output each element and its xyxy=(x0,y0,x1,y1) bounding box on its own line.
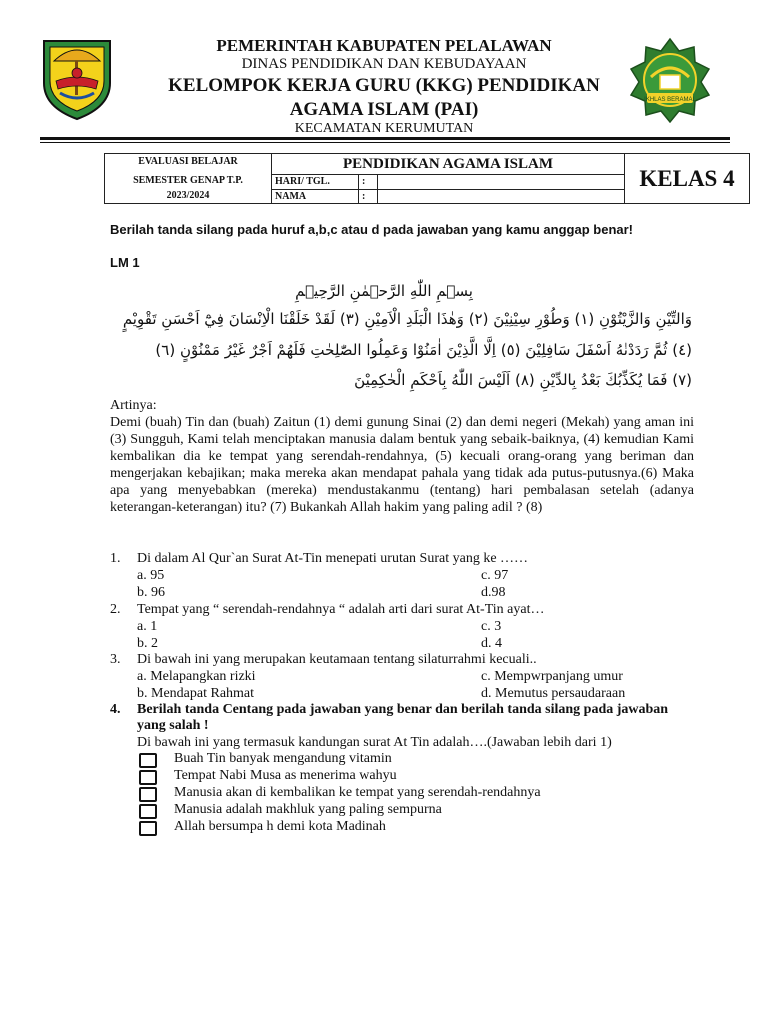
option-b[interactable]: b. 96 xyxy=(137,585,165,600)
header-organization-line1: KELOMPOK KERJA GURU (KKG) PENDIDIKAN xyxy=(168,75,600,96)
header-divider-thick xyxy=(40,137,730,140)
class-label: KELAS 4 xyxy=(625,154,750,204)
question-text: Di bawah ini yang merupakan keutamaan tentang silaturrahmi kecuali.. xyxy=(137,652,537,667)
question-number: 1. xyxy=(110,551,121,566)
header-organization xyxy=(0,74,768,122)
date-field[interactable] xyxy=(378,175,625,189)
header-divider-thin xyxy=(40,142,730,143)
header-district: KECAMATAN KERUMUTAN xyxy=(294,121,474,136)
arabic-verse-line-3: (٧) فَمَا يُكَذِّبُكَ بَعْدُ بِالدِّيْنِ (٨) اَلَيْسَ اللّٰهُ بِاَحْكَمِ الْحٰكِمِيْنَ xyxy=(354,371,692,389)
answer-choice-4: Manusia adalah makhluk yang paling sempurna xyxy=(174,802,442,817)
option-c[interactable]: c. Mempwrpanjang umur xyxy=(481,669,623,684)
answer-checkbox-4[interactable] xyxy=(139,804,157,819)
option-b[interactable]: b. Mendapat Rahmat xyxy=(137,686,255,701)
option-a[interactable]: a. Melapangkan rizki xyxy=(137,669,256,684)
answer-choice-5: Allah bersumpa h demi kota Madinah xyxy=(174,819,386,834)
answer-checkbox-3[interactable] xyxy=(139,787,157,802)
lm-label: LM 1 xyxy=(110,255,140,270)
question-number: 3. xyxy=(110,652,121,667)
header-government: PEMERINTAH KABUPATEN PELALAWAN xyxy=(216,36,552,55)
question-text: Tempat yang “ serendah-rendahnya “ adalah arti dari surat At-Tin ayat… xyxy=(137,602,545,617)
evaluation-label-cell xyxy=(105,154,272,204)
question-text: Di bawah ini yang termasuk kandungan surat At Tin adalah….(Jawaban lebih dari 1) xyxy=(137,735,612,750)
translation-label: Artinya: xyxy=(110,398,157,413)
arabic-verse-line-2: (٤) ثُمَّ رَدَدْنٰهُ اَسْفَلَ سَافِلِيْنَ (٥) اِلَّا الَّذِيْنَ اٰمَنُوْا وَعَمِلُوا الصّٰلِحٰتِ فَلَهُمْ اَجْرٌ غَيْرُ مَمْنُوْنٍ (٦) xyxy=(155,341,692,359)
evaluation-title: EVALUASI BELAJAR xyxy=(138,156,238,167)
evaluation-year: 2023/2024 xyxy=(166,190,210,201)
question-number: 4. xyxy=(110,702,121,717)
option-d[interactable]: d. 4 xyxy=(481,636,502,651)
evaluation-semester: SEMESTER GENAP T.P. xyxy=(133,175,243,186)
question-text: Di dalam Al Qur`an Surat At-Tin menepati urutan Surat yang ke …… xyxy=(137,551,529,566)
arabic-verse-line-1: وَالتِّيْنِ وَالزَّيْتُوْنِ (١) وَطُوْرِ سِيْنِيْنَ (٢) وَهٰذَا الْبَلَدِ الْاَمِيْنِ (٣) لَقَدْ خَلَقْنَا الْاِنْسَانَ فِيْٓ اَحْسَنِ تَقْوِيْمٍ xyxy=(122,310,692,328)
name-field[interactable] xyxy=(378,189,625,203)
option-c[interactable]: c. 3 xyxy=(481,619,502,634)
option-a[interactable]: a. 95 xyxy=(137,568,165,583)
basmala-text: بِسۡمِ اللّٰهِ الرَّحۡمٰنِ الرَّحِیۡمِ xyxy=(295,282,473,300)
option-c[interactable]: c. 97 xyxy=(481,568,509,583)
header-organization-line2: AGAMA ISLAM (PAI) xyxy=(289,99,479,120)
answer-checkbox-1[interactable] xyxy=(139,753,157,768)
subject-title: PENDIDIKAN AGAMA ISLAM xyxy=(272,154,625,175)
name-colon: : xyxy=(359,189,378,203)
answer-choice-1: Buah Tin banyak mengandung vitamin xyxy=(174,751,392,766)
answer-choice-3: Manusia akan di kembalikan ke tempat yang serendah-rendahnya xyxy=(174,785,541,800)
question-4-instruction: Berilah tanda Centang pada jawaban yang benar dan berilah tanda silang pada jawaban yang salah ! xyxy=(137,702,669,733)
date-colon: : xyxy=(359,175,378,189)
option-d[interactable]: d. Memutus persaudaraan xyxy=(481,686,626,701)
name-label: NAMA xyxy=(272,189,359,203)
exam-info-table xyxy=(104,153,750,204)
option-b[interactable]: b. 2 xyxy=(137,636,158,651)
translation-text: Demi (buah) Tin dan (buah) Zaitun (1) demi gunung Sinai (2) dan demi negeri (Mekah) yang aman ini (3) Sungguh, Kami telah menciptakan manusia dalam bentuk yang sebaik-baiknya, (4) kemudian Kami kembalikan dia ke tempat yang serendah-rendahnya, (5) kecuali orang-orang yang beriman dan mengerjakan kebajikan; maka mereka akan mendapat pahala yang tidak ada putus-putusnya.(6) Maka apa yang menyebabkan (mereka) mendustakanmu (tentang) hari pembalasan setelah (adanya keterangan-keterangan) itu? (7) Bukankah Allah hakim yang paling adil ? (8) xyxy=(110,415,694,515)
answer-choice-2: Tempat Nabi Musa as menerima wahyu xyxy=(174,768,397,783)
option-d[interactable]: d.98 xyxy=(481,585,506,600)
date-label: HARI/ TGL. xyxy=(272,175,359,189)
answer-checkbox-2[interactable] xyxy=(139,770,157,785)
option-a[interactable]: a. 1 xyxy=(137,619,158,634)
header-department: DINAS PENDIDIKAN DAN KEBUDAYAAN xyxy=(241,56,527,72)
question-number: 2. xyxy=(110,602,121,617)
instruction-text: Berilah tanda silang pada huruf a,b,c atau d pada jawaban yang kamu anggap benar! xyxy=(110,222,634,237)
answer-checkbox-5[interactable] xyxy=(139,821,157,836)
kemenag-logo-motto: IKHLAS BERAMAL xyxy=(644,97,696,103)
